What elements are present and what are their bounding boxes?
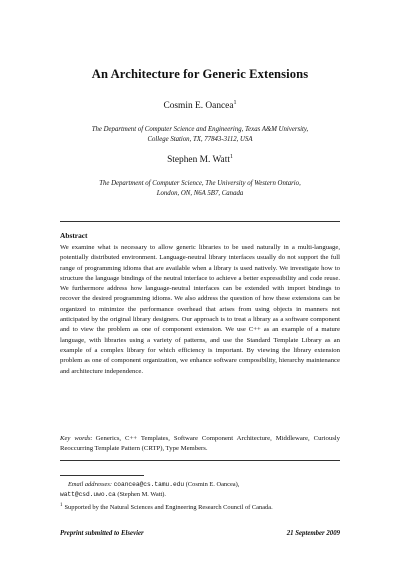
author-name-text: Stephen M. Watt — [167, 155, 230, 165]
preprint-note: Preprint submitted to Elsevier — [60, 530, 144, 537]
author-name-2 — [0, 154, 400, 165]
author-name-text: Cosmin E. Oancea — [163, 101, 234, 111]
abstract-bottom-rule — [60, 460, 340, 461]
footnote-emails — [60, 480, 340, 499]
email-link-2[interactable]: watt@csd.uwo.ca — [60, 490, 116, 498]
paper-title: An Architecture for Generic Extensions — [91, 67, 309, 81]
abstract-body: We examine what is necessary to allow generic libraries to be used naturally in a multi-language, potentially distributed environment. Language-neutral library interfaces usually do not support the full range of programming idioms that are available when a library is used natively. We investigate how to structure the language bindings of the neutral interface to achieve a better expressibility and code reuse. We furthermore address how language-neutral interfaces can be extended with import bindings to recover the desired programming idioms. We also address the question of how these extensions can be organized to minimize the performance overhead that arises from using objects in manners not anticipated by the original library designers. Our approach is to treat a library as a software component and to view the problem as one of component extension. We use C++ as an example of a mature language, with libraries using a variety of patterns, and use the Standard Template Library as an example of a complex library for which efficiency is important. By viewing the library extension problem as one of component organization, we enhance software composibility, hierarchy maintenance and architecture independence. — [60, 244, 340, 375]
keywords-text: Generics, C++ Templates, Software Component Architecture, Middleware, Curiously Reoccurring Template Pattern (CRTP), Type Members. — [60, 435, 341, 452]
affiliation-2 — [60, 179, 340, 199]
footnote-rule — [60, 475, 144, 476]
affiliation-line: The Department of Computer Science and Engineering, Texas A&M University, — [91, 126, 309, 133]
abstract-top-rule — [60, 221, 340, 222]
keywords — [60, 434, 340, 454]
abstract-heading: Abstract — [60, 231, 88, 240]
support-text: Supported by the Natural Sciences and Engineering Research Council of Canada. — [64, 504, 273, 511]
support-mark: 1 — [60, 503, 63, 508]
author-name-1 — [0, 100, 400, 111]
affiliation-line: College Station, TX, 77843-3112, USA — [147, 136, 253, 143]
email-label: Email addresses: — [68, 481, 112, 488]
affiliation-line: London, ON, N6A 5B7, Canada — [156, 190, 244, 197]
affiliation-1 — [60, 125, 340, 145]
author-footnote-mark: 1 — [233, 100, 237, 106]
email-owner-1: (Cosmin E. Oancea), — [185, 481, 240, 488]
footnote-support — [60, 501, 340, 513]
email-link-1[interactable]: coancea@cs.tamu.edu — [113, 481, 185, 488]
preprint-date: 21 September 2009 — [286, 530, 340, 537]
author-footnote-mark: 1 — [229, 154, 233, 160]
email-owner-2: (Stephen M. Watt). — [117, 490, 167, 498]
keywords-label: Key words: — [60, 435, 93, 442]
affiliation-line: The Department of Computer Science, The University of Western Ontario, — [99, 180, 301, 187]
